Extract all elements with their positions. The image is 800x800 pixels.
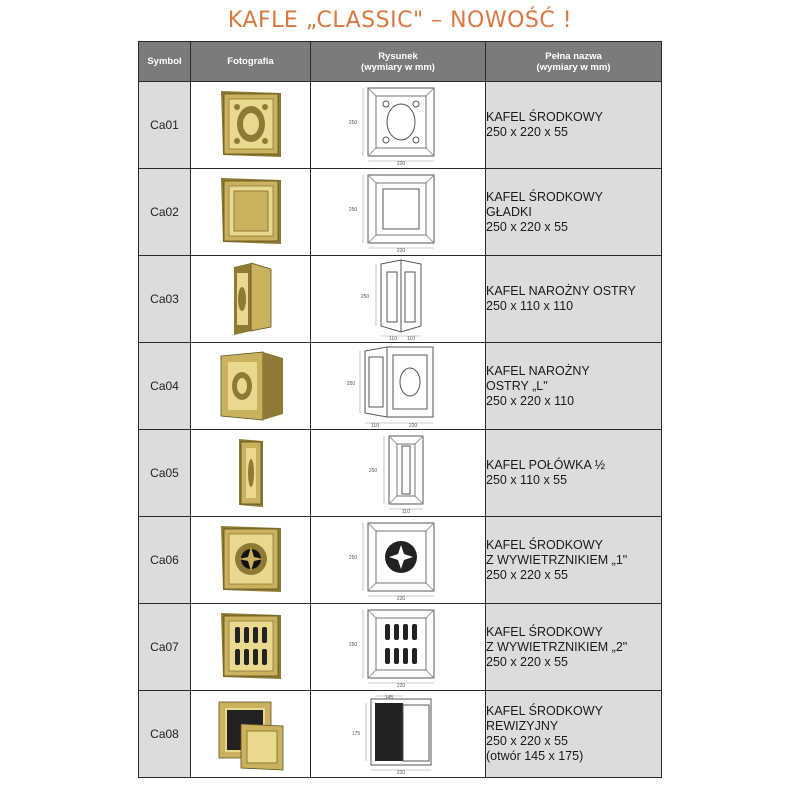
- name-line: Z WYWIETRZNIKIEM „2": [486, 639, 628, 654]
- name-line: REWIZYJNY: [486, 719, 559, 733]
- table-row: [139, 691, 662, 778]
- name-line: 250 x 110 x 55: [486, 473, 568, 487]
- technical-drawing: [323, 343, 473, 429]
- header-symbol: Symbol: [139, 42, 191, 82]
- dimension-label: 250: [348, 642, 358, 648]
- dimension-label: 175: [351, 731, 361, 737]
- full-name-cell: [486, 430, 662, 517]
- table-row: [139, 343, 662, 430]
- header-name-line2: (wymiary w mm): [536, 61, 611, 73]
- drawing-cell: [311, 604, 486, 691]
- full-name-cell: [486, 82, 662, 169]
- full-name-cell: [486, 256, 662, 343]
- dimension-label: 220: [396, 596, 406, 602]
- dimension-label: 250: [348, 555, 358, 561]
- drawing-cell: [311, 691, 486, 778]
- table-row: [139, 604, 662, 691]
- name-line: 250 x 220 x 55: [486, 567, 569, 582]
- technical-drawing: [323, 517, 473, 603]
- tile-photo: [201, 259, 301, 339]
- technical-drawing: [323, 691, 473, 777]
- header-drawing: [311, 42, 486, 82]
- header-drawing-line2: (wymiary w mm): [361, 61, 435, 73]
- name-line: KAFEL ŚRODKOWY: [486, 537, 603, 552]
- symbol-cell: Ca07: [139, 604, 191, 691]
- name-line: 250 x 220 x 55: [486, 654, 569, 669]
- name-line: GŁADKI: [486, 204, 532, 219]
- photo-cell: [191, 430, 311, 517]
- table-row: [139, 256, 662, 343]
- photo-cell: [191, 169, 311, 256]
- header-name-line1: Pełna nazwa: [545, 50, 602, 62]
- table-row: [139, 82, 662, 169]
- name-line: 250 x 220 x 110: [486, 393, 575, 408]
- name-line: 250 x 110 x 110: [486, 299, 574, 313]
- dimension-label: 110: [402, 509, 410, 515]
- name-line: KAFEL ŚRODKOWY: [486, 624, 603, 639]
- header-photo: Fotografia: [191, 42, 311, 82]
- technical-drawing: [323, 169, 473, 255]
- name-line: OSTRY „L": [486, 378, 548, 393]
- full-name-cell: [486, 604, 662, 691]
- dimension-label: 250: [348, 120, 358, 126]
- symbol-cell: Ca04: [139, 343, 191, 430]
- photo-cell: [191, 604, 311, 691]
- drawing-cell: [311, 517, 486, 604]
- tile-photo: [201, 607, 301, 687]
- photo-cell: [191, 256, 311, 343]
- dimension-label: 220: [396, 770, 406, 776]
- symbol-cell: Ca08: [139, 691, 191, 778]
- dimension-label: 220: [396, 683, 406, 689]
- name-line: KAFEL ŚRODKOWY: [486, 704, 603, 718]
- symbol-cell: Ca01: [139, 82, 191, 169]
- name-line: 250 x 220 x 55: [486, 125, 569, 139]
- name-line: KAFEL ŚRODKOWY: [486, 110, 603, 124]
- photo-cell: [191, 343, 311, 430]
- page-title: KAFLE „CLASSIC" – NOWOŚĆ !: [227, 8, 573, 33]
- name-line: KAFEL NAROŻNY: [486, 363, 590, 378]
- full-name-cell: [486, 169, 662, 256]
- dimension-label: 250: [360, 294, 370, 300]
- dimension-label: 250: [368, 468, 378, 474]
- symbol-cell: Ca05: [139, 430, 191, 517]
- dimension-label: 110: [407, 336, 415, 342]
- photo-cell: [191, 517, 311, 604]
- name-line: 250 x 220 x 55: [486, 734, 569, 748]
- name-line: KAFEL POŁÓWKA ½: [486, 458, 606, 472]
- full-name-cell: [486, 517, 662, 604]
- name-line: Z WYWIETRZNIKIEM „1": [486, 552, 628, 567]
- drawing-cell: [311, 169, 486, 256]
- tile-photo: [201, 520, 301, 600]
- drawing-cell: [311, 430, 486, 517]
- drawing-cell: [311, 82, 486, 169]
- table-row: [139, 430, 662, 517]
- dimension-label: 145: [384, 695, 394, 701]
- dimension-label: 110: [371, 423, 379, 429]
- dimension-label: 250: [346, 381, 356, 387]
- table-row: [139, 517, 662, 604]
- dimension-label: 220: [396, 161, 406, 167]
- technical-drawing: [323, 604, 473, 690]
- tile-photo: [201, 694, 301, 774]
- tile-photo: [201, 172, 301, 252]
- photo-cell: [191, 691, 311, 778]
- drawing-cell: [311, 256, 486, 343]
- dimension-label: 250: [348, 207, 358, 213]
- header-drawing-line1: Rysunek: [378, 50, 418, 62]
- full-name-cell: [486, 343, 662, 430]
- name-line: KAFEL NAROŻNY OSTRY: [486, 284, 636, 298]
- dimension-label: 110: [389, 336, 397, 342]
- symbol-cell: Ca02: [139, 169, 191, 256]
- technical-drawing: [323, 256, 473, 342]
- tile-photo: [201, 85, 301, 165]
- photo-cell: [191, 82, 311, 169]
- drawing-cell: [311, 343, 486, 430]
- table-row: [139, 169, 662, 256]
- dimension-label: 220: [396, 248, 406, 254]
- header-name: [486, 42, 662, 82]
- tile-photo: [201, 346, 301, 426]
- name-line: KAFEL ŚRODKOWY: [486, 189, 603, 204]
- technical-drawing: [323, 430, 473, 516]
- name-line: 250 x 220 x 55: [486, 219, 569, 234]
- dimension-label: 220: [408, 423, 418, 429]
- full-name-cell: [486, 691, 662, 778]
- product-table: [138, 41, 662, 778]
- symbol-cell: Ca03: [139, 256, 191, 343]
- tile-photo: [201, 433, 301, 513]
- name-line: (otwór 145 x 175): [486, 749, 584, 763]
- header-row: [139, 42, 662, 82]
- technical-drawing: [323, 82, 473, 168]
- symbol-cell: Ca06: [139, 517, 191, 604]
